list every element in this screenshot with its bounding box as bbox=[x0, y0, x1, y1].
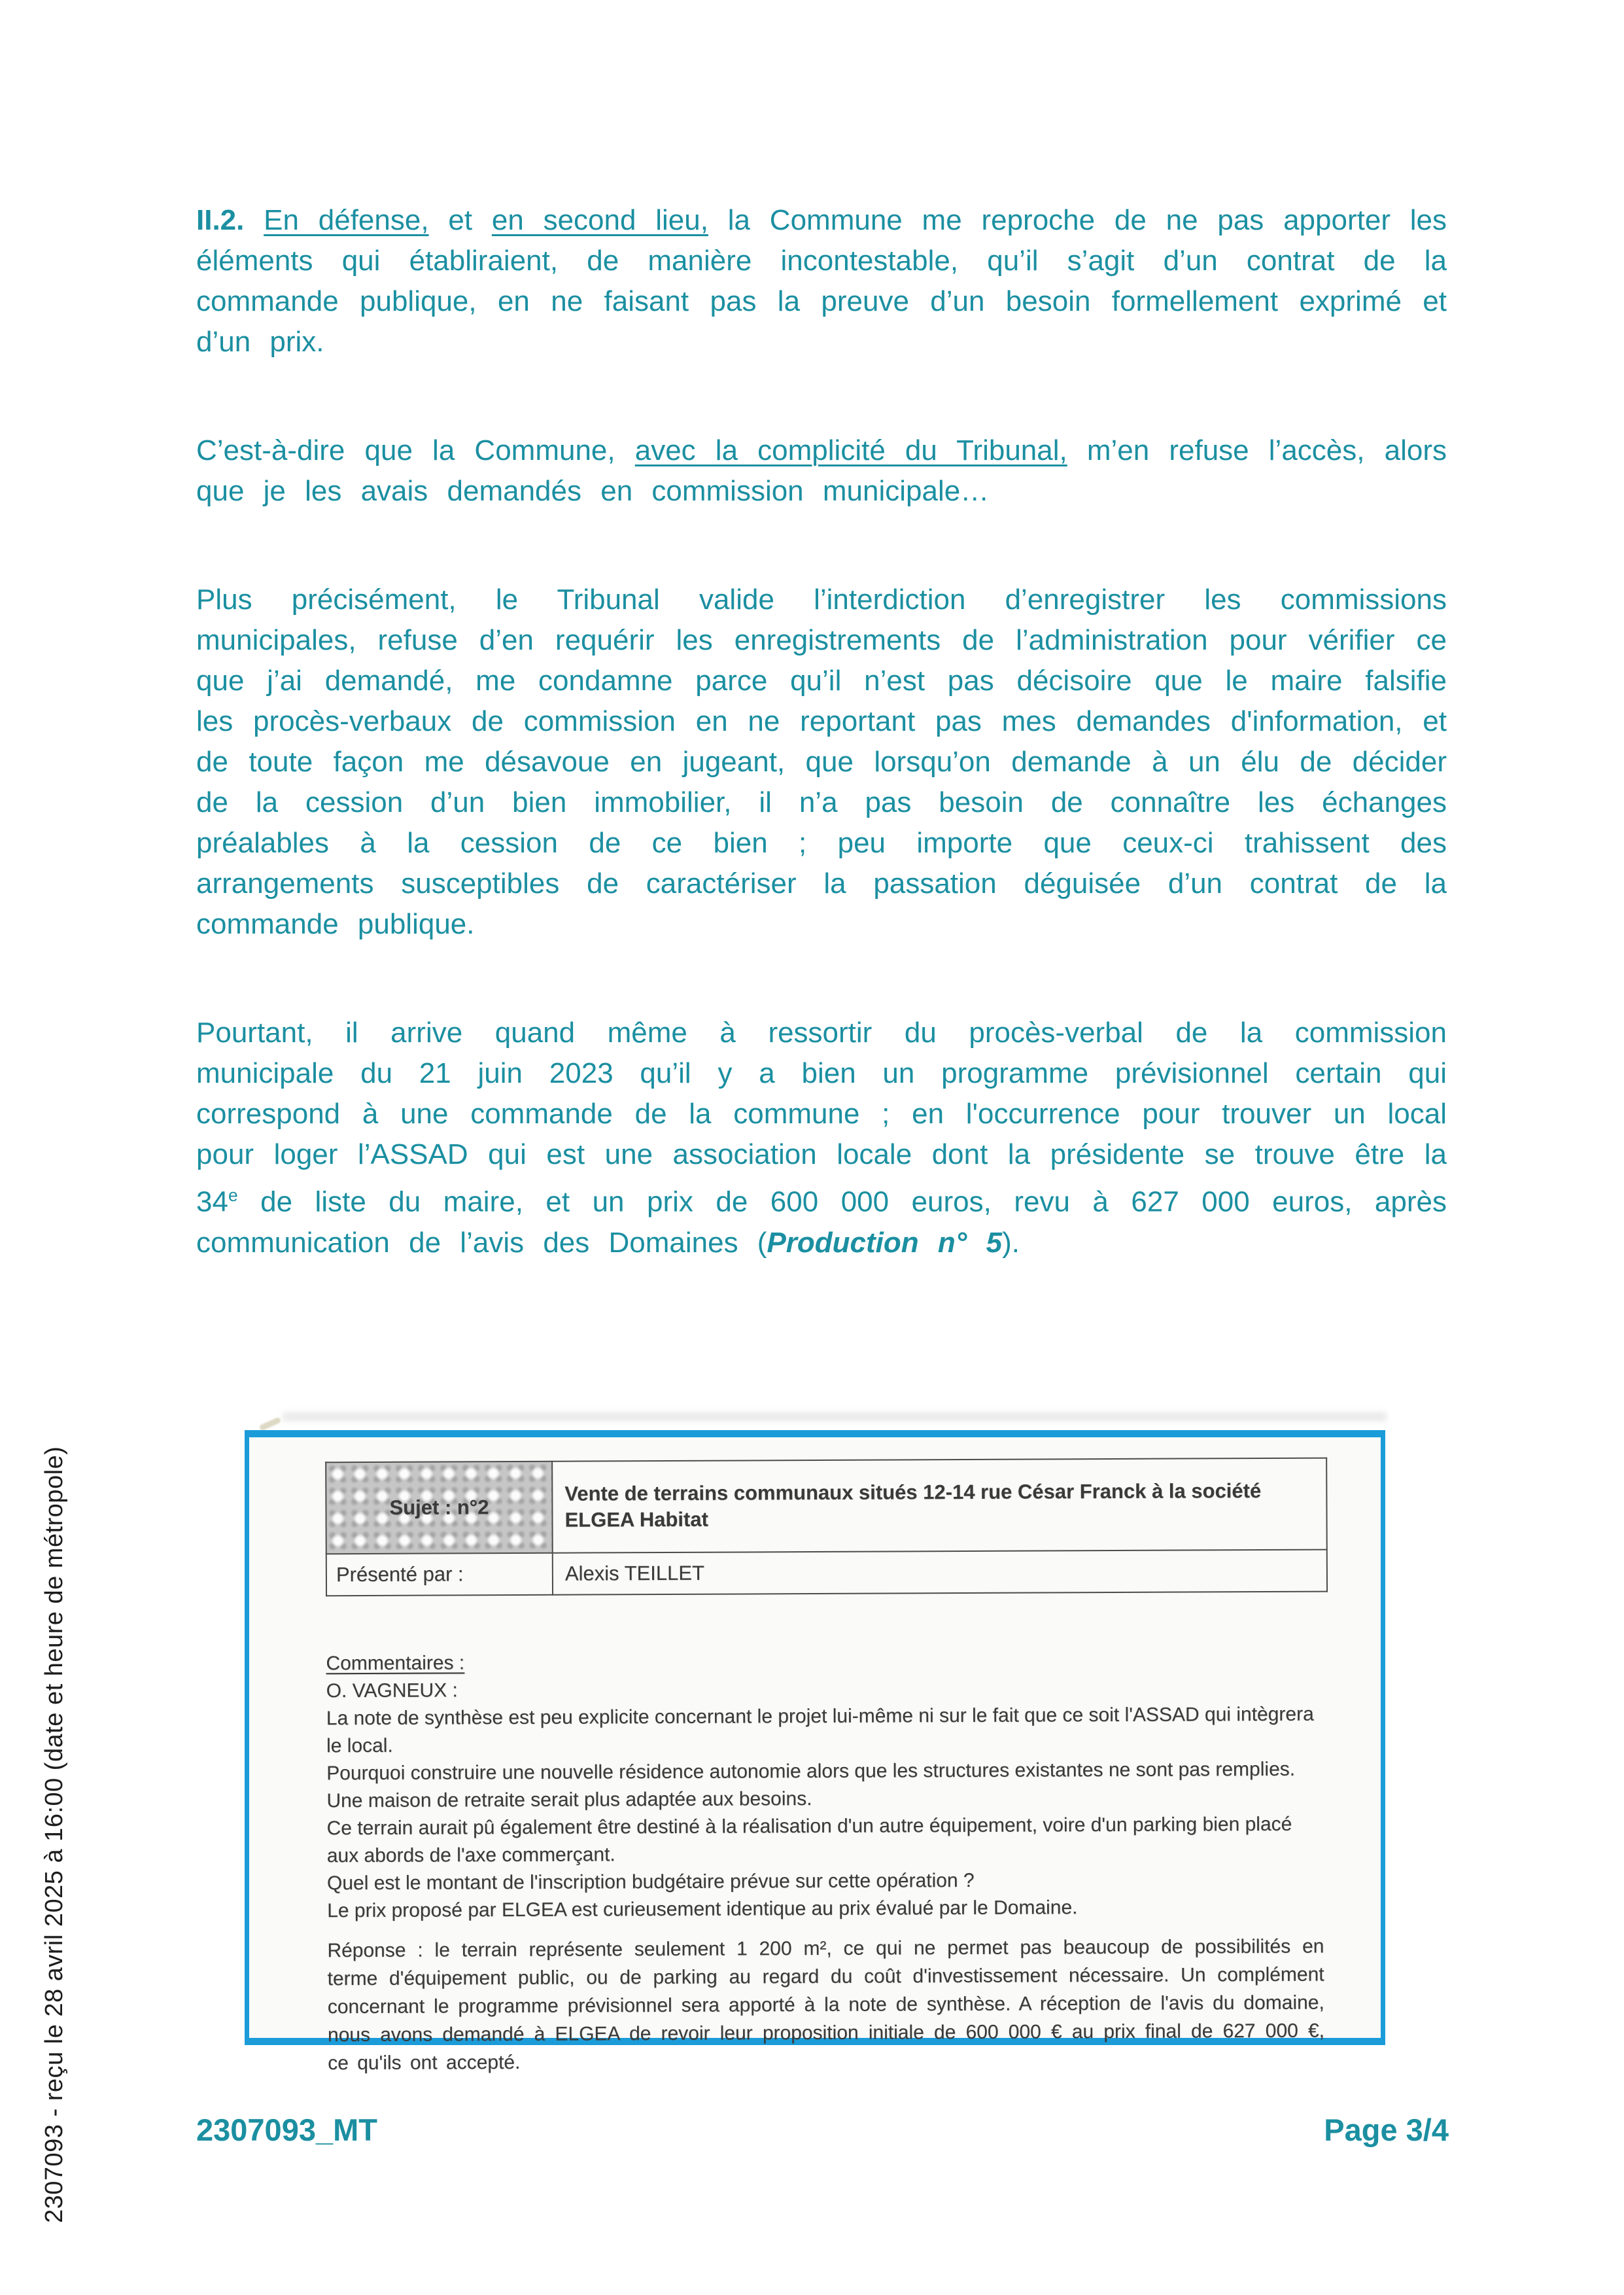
scan-comment-line: Le prix proposé par ELGEA est curieusement identique au prix évalué par le Domaine. bbox=[327, 1897, 1078, 1922]
scan-comment-line: Ce terrain aurait pû également être destiné à la réalisation d'un autre équipement, voire d'un parking bien placé aux abords de l'axe commerçant. bbox=[326, 1813, 1292, 1867]
presented-value-cell: Alexis TEILLET bbox=[553, 1550, 1327, 1595]
scan-subject-table bbox=[325, 1458, 1328, 1597]
scan-comment-line: Quel est le montant de l'inscription budgétaire prévue sur cette opération ? bbox=[326, 1869, 975, 1895]
presented-label-cell: Présenté par : bbox=[326, 1553, 553, 1596]
received-stamp-vertical: 2307093 - reçu le 28 avril 2025 à 16:00 (date et heure de métropole) bbox=[41, 1446, 68, 2223]
subject-value-cell: Vente de terrains communaux situés 12-14 rue César Franck à la société ELGEA Habitat bbox=[552, 1458, 1327, 1553]
body-paragraph bbox=[196, 580, 1447, 945]
scan-excerpt-frame bbox=[245, 1430, 1385, 2075]
text-segment: avec la complicité du Tribunal, bbox=[634, 434, 1067, 466]
pencil-mark-artifact bbox=[259, 1416, 282, 1431]
comments-lines bbox=[326, 1673, 1330, 1925]
comments-heading: Commentaires : bbox=[326, 1652, 465, 1675]
footer-reference: 2307093_MT bbox=[196, 2112, 377, 2147]
text-segment: la Commune me reproche de ne pas apporter les éléments qui établiraient, de manière incontestable, qu’il s’agit d’un contrat de la commande publique, en ne faisant pas la preuve d’un besoin formellement exprimé et d’un prix. bbox=[196, 204, 1447, 358]
table-row-presented bbox=[326, 1550, 1327, 1596]
scan-comment-line: La note de synthèse est peu explicite concernant le projet lui-même ni sur le fait que ce soit l'ASSAD qui intègrera le local. bbox=[326, 1703, 1314, 1757]
scan-comment-line: O. VAGNEUX : bbox=[326, 1679, 458, 1702]
scan-response-paragraph: Réponse : le terrain représente seulement 1 200 m², ce qui ne permet pas beaucoup de possibilités en terme d'équipement public, ou de parking au regard du coût d'investissement nécessaire. Un complément concernant le programme prévisionnel sera apporté à la note de synthèse. A réception de l'avis du domaine, nous avons demandé à ELGEA de revoir leur proposition initiale de 600 000 € au prix final de 627 000 €, ce qu'ils ont accepté. bbox=[327, 1935, 1325, 2075]
scan-edge-noise bbox=[283, 1412, 1387, 1422]
text-segment: e bbox=[228, 1185, 238, 1205]
text-segment: de liste du maire, et un prix de 600 000 euros, revu à 627 000 euros, après communication de l’avis des Domaines ( bbox=[196, 1185, 1447, 1259]
text-segment: C’est-à-dire que la Commune, bbox=[196, 434, 635, 466]
scan-comments-block bbox=[326, 1646, 1329, 1925]
text-segment: II.2. bbox=[196, 204, 264, 236]
subject-label-cell: Sujet : n°2 bbox=[326, 1462, 553, 1554]
body-paragraph bbox=[196, 1013, 1447, 1263]
text-segment: En défense, bbox=[264, 204, 429, 236]
text-segment: m’en refuse l’accès, alors que je les avais demandés en commission municipale… bbox=[196, 434, 1447, 507]
body-paragraph bbox=[196, 430, 1447, 512]
table-row-subject bbox=[326, 1458, 1327, 1554]
text-segment: et bbox=[428, 204, 492, 236]
scan-content bbox=[248, 1435, 1382, 2075]
text-segment: en second lieu, bbox=[491, 204, 708, 236]
scan-comment-line: Pourquoi construire une nouvelle résidence autonomie alors que les structures existantes ne sont pas remplies. Une maison de retraite serait plus adaptée aux besoins. bbox=[326, 1758, 1296, 1812]
text-segment: Plus précisément, le Tribunal valide l’interdiction d’enregistrer les commissions municipales, refuse d’en requérir les enregistrements de l’administration pour vérifier ce que j’ai demandé, me condamne parce qu’il n’est pas décisoire que le maire falsifie les procès-verbaux de commission en ne reportant pas mes demandes d'information, et de toute façon me désavoue en jugeant, que lorsqu’on demande à un élu de décider de la cession d’un bien immobilier, il n’a pas besoin de connaître les échanges préalables à la cession de ce bien ; peu importe que ceux-ci trahissent des arrangements susceptibles de caractériser la passation déguisée d’un contrat de la commande publique. bbox=[196, 584, 1447, 940]
body-text bbox=[196, 200, 1447, 1263]
text-segment: Production n° 5 bbox=[767, 1226, 1003, 1259]
footer-page-number: Page 3/4 bbox=[1324, 2112, 1449, 2147]
text-segment: Pourtant, il arrive quand même à ressortir du procès-verbal de la commission municipale du 21 juin 2023 qu’il y a bien un programme prévisionnel certain qui correspond à une commande de la commune ; en l'occurrence pour trouver un local pour loger l’ASSAD qui est une association locale dont la présidente se trouve être la 34 bbox=[196, 1017, 1447, 1218]
body-paragraph bbox=[196, 200, 1447, 362]
text-segment: ). bbox=[1002, 1226, 1020, 1259]
